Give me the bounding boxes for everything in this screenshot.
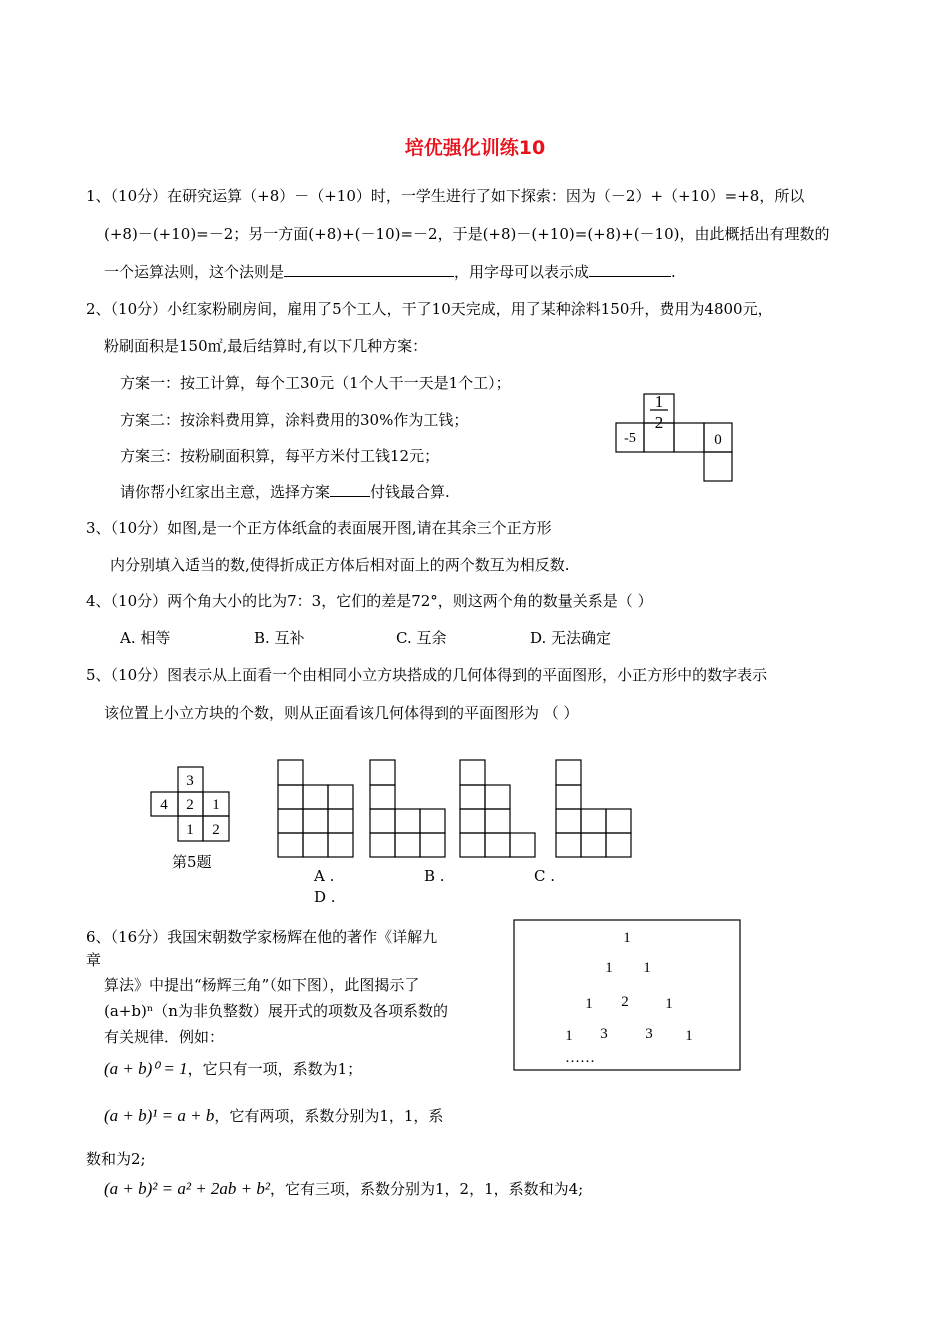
q6-line1: 6、（16分）我国宋朝数学家杨辉在他的著作《详解九: [86, 928, 438, 946]
q5-top-view-figure: [148, 764, 234, 844]
triangle-row3-2: 3: [645, 1026, 653, 1042]
q5-figure-caption: 第5题: [172, 853, 212, 871]
q6-eq0-text: ，它只有一项，系数为1；: [187, 1060, 363, 1078]
q6-eq0: (a + b)⁰ = 1: [104, 1059, 188, 1078]
q6-eq1-line: [104, 1103, 443, 1129]
cube-net-zero: 0: [714, 432, 722, 448]
top-view-cell-2: 2: [186, 797, 194, 813]
q6-line1-wrap: 章: [86, 951, 102, 969]
q6-eq1-text: ，它有两项，系数分别为1，1，系: [214, 1107, 444, 1125]
q1-line1: 1、（10分）在研究运算（+8）－（+10）时，一学生进行了如下探索：因为（－2）+（+10）=+8，所以: [86, 187, 805, 205]
q2-line2-area: 粉刷面积是150㎡: [104, 337, 223, 355]
triangle-row2-2: 1: [665, 996, 673, 1012]
q5-label-a: A .: [314, 867, 335, 885]
q6-line3: (a+b)ⁿ（n为非负整数）展开式的项数及各项系数的: [104, 1002, 448, 1020]
q5-line1: 5、（10分）图表示从上面看一个由相同小立方块搭成的几何体得到的平面图形，小正方形中的数字表示: [86, 666, 768, 684]
top-view-cell-3: 3: [186, 773, 194, 789]
q5-option-d-figure[interactable]: [554, 758, 636, 860]
q6-eq1: (a + b)¹ = a + b: [104, 1106, 215, 1125]
q3-line1: 3、（10分）如图,是一个正方体纸盒的表面展开图,请在其余三个正方形: [86, 519, 552, 537]
q2-answer-blank[interactable]: [330, 481, 370, 497]
q6-eq2-text: ，它有三项，系数分别为1，2，1，系数和为4;: [270, 1180, 584, 1198]
yanghui-triangle-box: [512, 918, 744, 1074]
q3-line2: 内分别填入适当的数,使得折成正方体后相对面上的两个数互为相反数.: [110, 556, 570, 574]
q6-eq2-line: [104, 1176, 583, 1202]
q5-option-a-figure[interactable]: [276, 758, 358, 860]
q1-line3-text-c: .: [671, 263, 676, 281]
triangle-row3-0: 1: [565, 1028, 573, 1044]
q1-line3-text-b: ，用字母可以表示成: [454, 263, 590, 281]
q2-question: [120, 481, 450, 502]
page-title: 培优强化训练10: [404, 137, 546, 159]
cube-net-figure: [612, 390, 742, 486]
q1-line3: [104, 261, 676, 282]
cube-net-half-numerator: 1: [654, 392, 664, 411]
triangle-row1-1: 1: [643, 960, 651, 976]
q2-line2-rest: ,最后结算时,有以下几种方案：: [222, 337, 428, 355]
q4-option-d[interactable]: D. 无法确定: [530, 629, 612, 647]
cube-net-half-denominator: 2: [654, 413, 664, 432]
q6-eq0-line: [104, 1056, 362, 1082]
q2-question-text-a: 请你帮小红家出主意，选择方案: [120, 483, 331, 501]
triangle-row2-0: 1: [585, 996, 593, 1012]
q5-line2: 该位置上小立方块的个数，则从正面看该几何体得到的平面图形为 （ ）: [104, 704, 579, 722]
top-view-cell-1b: 1: [186, 822, 194, 838]
q6-eq2: (a + b)² = a² + 2ab + b²: [104, 1179, 270, 1198]
q6-line4: 有关规律．例如：: [104, 1028, 225, 1046]
q1-line2: (+8)－(+10)=－2；另一方面(+8)+(－10)=－2，于是(+8)－(+10)=(+8)+(－10)，由此概括出有理数的: [104, 225, 830, 243]
cube-net-cell-bottom[interactable]: [704, 452, 732, 481]
top-view-cell-4: 4: [160, 797, 168, 813]
q2-plan-2: 方案二：按涂料费用算，涂料费用的30%作为工钱；: [120, 411, 469, 429]
q6-line2: 算法》中提出“杨辉三角”（如下图），此图揭示了: [104, 976, 420, 994]
cube-net-neg-five: -5: [624, 431, 636, 446]
q2-plan-1: 方案一：按工计算，每个工30元（1个人干一天是1个工）；: [120, 374, 511, 392]
triangle-dots: ……: [565, 1050, 595, 1066]
triangle-row2-1: 2: [621, 994, 629, 1010]
q6-eq1-continued: 数和为2;: [86, 1150, 146, 1168]
q4-option-a[interactable]: A. 相等: [120, 629, 171, 647]
q2-line1: 2、（10分）小红家粉刷房间，雇用了5个工人，干了10天完成，用了某种涂料150升，费用为4800元，: [86, 300, 773, 318]
q4-option-b[interactable]: B. 互补: [254, 629, 305, 647]
q5-label-c: C .: [534, 867, 556, 885]
q5-option-b-figure[interactable]: [368, 758, 450, 860]
q1-answer-blank-2[interactable]: [589, 261, 671, 277]
triangle-row0-0: 1: [623, 930, 631, 946]
triangle-row3-1: 3: [600, 1026, 608, 1042]
top-view-cell-1a: 1: [212, 797, 220, 813]
triangle-row1-0: 1: [605, 960, 613, 976]
q4-option-c[interactable]: C. 互余: [396, 629, 447, 647]
cube-net-cell-empty[interactable]: [674, 423, 704, 452]
q2-line2: [104, 336, 427, 356]
q4-line1: 4、（10分）两个角大小的比为7：3，它们的差是72°，则这两个角的数量关系是（ ）: [86, 592, 653, 610]
q1-answer-blank-1[interactable]: [284, 261, 454, 277]
q5-option-c-figure[interactable]: [458, 758, 540, 860]
triangle-row3-3: 1: [685, 1028, 693, 1044]
q2-plan-3: 方案三：按粉刷面积算，每平方米付工钱12元；: [120, 447, 440, 465]
q2-question-text-b: 付钱最合算.: [370, 483, 450, 501]
top-view-cell-2b: 2: [212, 822, 220, 838]
q1-line3-text-a: 一个运算法则，这个法则是: [104, 263, 285, 281]
q5-label-d: D .: [314, 888, 336, 906]
q5-label-b: B .: [424, 867, 445, 885]
